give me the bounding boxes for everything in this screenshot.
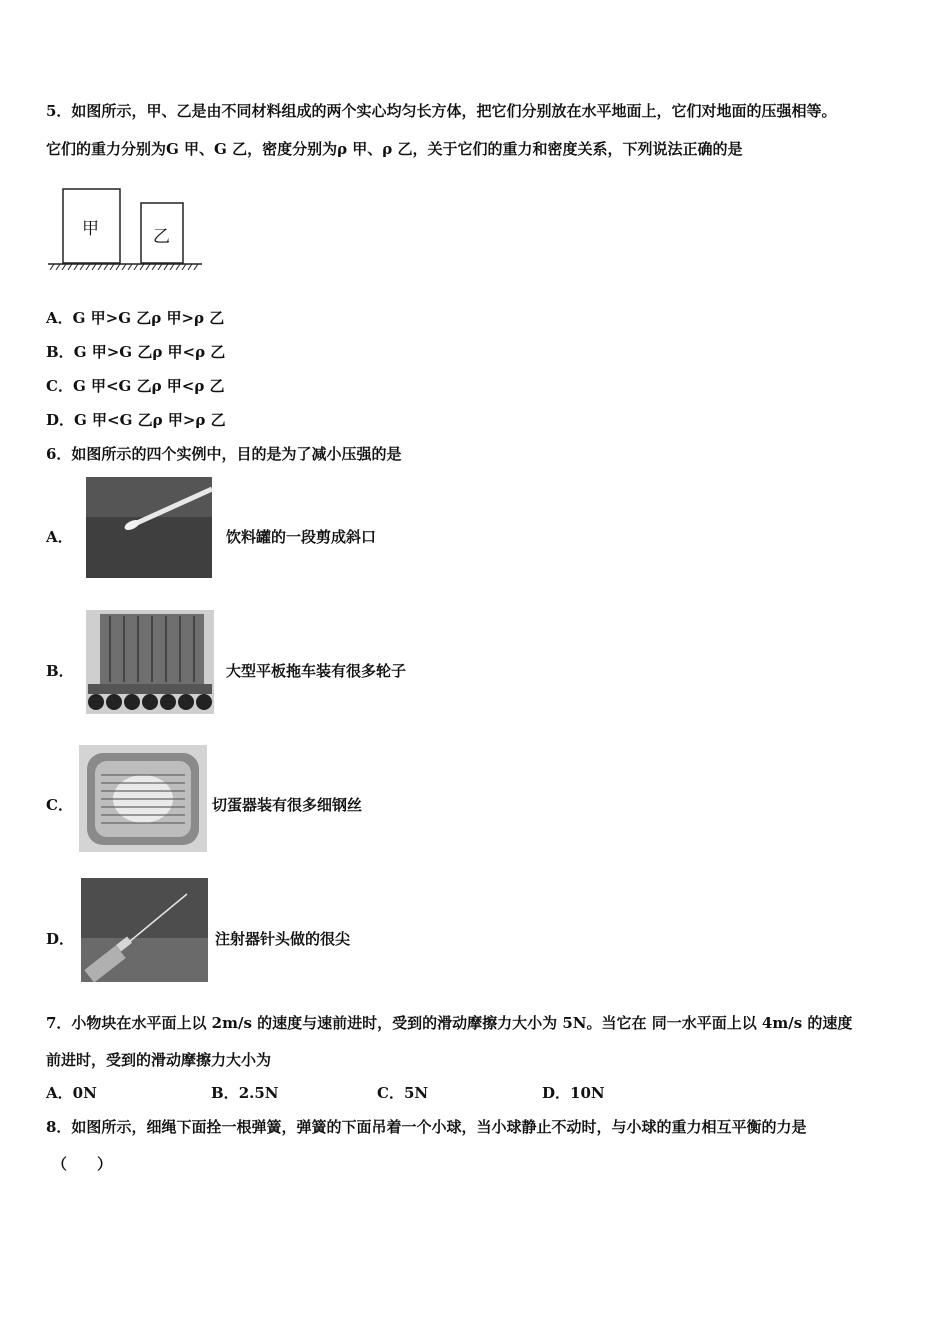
option-text: 0N [72, 1084, 97, 1102]
option-letter: B． [211, 1084, 239, 1102]
trailer-image [86, 610, 214, 714]
q7-option-b[interactable] [211, 1083, 279, 1103]
option-text: 2.5N [238, 1084, 279, 1102]
option-letter: D． [46, 411, 75, 429]
block-jia-label: 甲 [82, 219, 99, 239]
option-letter: B． [46, 343, 74, 361]
q6-stem: 6．如图所示的四个实例中，目的是为了减小压强的是 [46, 445, 402, 463]
q6-option-d-letter[interactable]: D． [46, 930, 75, 948]
q6-option-a-letter[interactable]: A． [46, 528, 73, 546]
q6-photo-egg-slicer [79, 745, 207, 852]
syringe-image [81, 878, 208, 982]
q6-photo-syringe [81, 878, 208, 982]
q6-option-c-caption: 切蛋器装有很多细钢丝 [212, 796, 363, 814]
option-letter: D． [542, 1084, 571, 1102]
option-text: G 甲<G 乙ρ 甲<ρ 乙 [72, 377, 225, 395]
q5-figure-blocks [46, 186, 206, 270]
can-cut-image [86, 477, 212, 578]
q7-option-a[interactable] [46, 1083, 97, 1103]
option-text: 5N [403, 1084, 429, 1102]
q6-photo-can-cut [86, 477, 212, 578]
q5-stem-line1: 5．如图所示，甲、乙是由不同材料组成的两个实心均匀长方体，把它们分别放在水平地面上，它们对地面的压强相等。 [46, 102, 837, 120]
q6-option-a-caption: 饮料罐的一段剪成斜口 [226, 528, 377, 546]
q7-option-c[interactable] [377, 1083, 428, 1103]
option-letter: C． [377, 1084, 404, 1102]
blocks-on-ground-diagram [46, 186, 206, 270]
q8-answer-blank: （ ） [52, 1155, 113, 1173]
q5-option-a[interactable] [46, 308, 224, 328]
q5-option-d[interactable] [46, 410, 226, 430]
q7-stem-line1: 7．小物块在水平面上以 2m/s 的速度与速前进时，受到的滑动摩擦力大小为 5N。当它在 同一水平面上以 4m/s 的速度 [46, 1014, 853, 1032]
egg-slicer-image [79, 745, 207, 852]
option-letter: A． [46, 1084, 73, 1102]
ground-hatching [50, 264, 198, 270]
option-text: G 甲<G 乙ρ 甲>ρ 乙 [74, 411, 226, 429]
q8-stem-line1: 8．如图所示，细绳下面拴一根弹簧，弹簧的下面吊着一个小球，当小球静止不动时，与小球的重力相互平衡的力是 [46, 1118, 807, 1136]
q5-stem-line2: 它们的重力分别为G 甲、G 乙，密度分别为ρ 甲、ρ 乙，关于它们的重力和密度关系，下列说法正确的是 [46, 140, 743, 158]
q7-stem-line2: 前进时，受到的滑动摩擦力大小为 [46, 1051, 272, 1069]
q6-option-d-caption: 注射器针头做的很尖 [215, 930, 351, 948]
q5-option-b[interactable] [46, 342, 225, 362]
block-yi-label: 乙 [153, 227, 170, 247]
q5-option-c[interactable] [46, 376, 225, 396]
q6-option-b-caption: 大型平板拖车装有很多轮子 [226, 662, 407, 680]
q7-option-d[interactable] [542, 1083, 605, 1103]
q6-option-b-letter[interactable]: B． [46, 662, 74, 680]
option-text: G 甲>G 乙ρ 甲>ρ 乙 [72, 309, 225, 327]
q6-photo-trailer [86, 610, 214, 714]
option-letter: A． [46, 309, 73, 327]
option-text: G 甲>G 乙ρ 甲<ρ 乙 [73, 343, 226, 361]
option-text: 10N [570, 1084, 605, 1102]
option-letter: C． [46, 377, 73, 395]
q6-option-c-letter[interactable]: C． [46, 796, 73, 814]
